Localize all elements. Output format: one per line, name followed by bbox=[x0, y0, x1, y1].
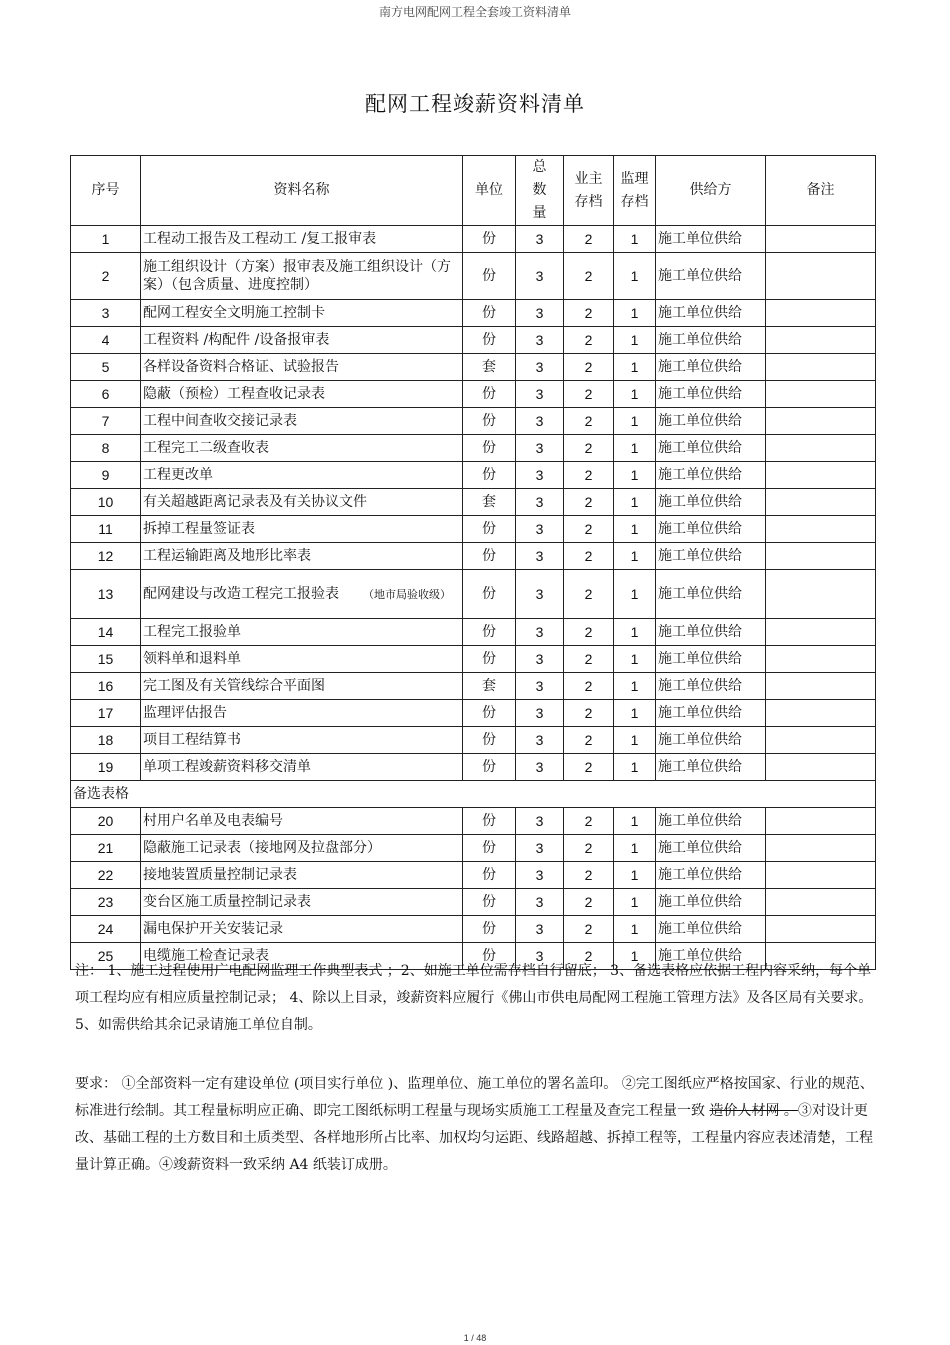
row-supervisor-copies: 1 bbox=[614, 489, 656, 516]
col-header-unit: 单位 bbox=[463, 156, 516, 226]
table-body bbox=[71, 226, 876, 970]
row-owner-copies: 2 bbox=[564, 916, 614, 943]
row-owner-copies: 2 bbox=[564, 673, 614, 700]
row-remark bbox=[766, 673, 876, 700]
row-name: 工程中间查收交接记录表 bbox=[141, 408, 463, 435]
row-unit: 份 bbox=[463, 700, 516, 727]
row-unit: 份 bbox=[463, 408, 516, 435]
row-supplier: 施工单位供给 bbox=[656, 727, 766, 754]
row-number: 19 bbox=[71, 754, 141, 781]
row-supervisor-copies: 1 bbox=[614, 727, 656, 754]
row-owner-copies: 2 bbox=[564, 646, 614, 673]
page-number: 1 / 48 bbox=[463, 1333, 487, 1343]
row-unit: 份 bbox=[463, 862, 516, 889]
row-supplier: 施工单位供给 bbox=[656, 300, 766, 327]
row-owner-copies: 2 bbox=[564, 570, 614, 619]
table-row bbox=[71, 408, 876, 435]
row-remark bbox=[766, 327, 876, 354]
row-owner-copies: 2 bbox=[564, 253, 614, 300]
row-total: 3 bbox=[516, 435, 564, 462]
row-unit: 份 bbox=[463, 462, 516, 489]
row-name: 工程资料 /构配件 /设备报审表 bbox=[141, 327, 463, 354]
row-name: 工程完工二级查收表 bbox=[141, 435, 463, 462]
row-unit: 份 bbox=[463, 300, 516, 327]
row-supervisor-copies: 1 bbox=[614, 253, 656, 300]
section-label: 备选表格 bbox=[71, 781, 876, 808]
row-owner-copies: 2 bbox=[564, 408, 614, 435]
table-row bbox=[71, 435, 876, 462]
row-supplier: 施工单位供给 bbox=[656, 462, 766, 489]
table-row bbox=[71, 543, 876, 570]
row-unit: 套 bbox=[463, 673, 516, 700]
row-supervisor-copies: 1 bbox=[614, 570, 656, 619]
row-supplier: 施工单位供给 bbox=[656, 327, 766, 354]
col-header-no: 序号 bbox=[71, 156, 141, 226]
row-remark bbox=[766, 253, 876, 300]
row-supplier: 施工单位供给 bbox=[656, 943, 766, 970]
row-number: 10 bbox=[71, 489, 141, 516]
row-number: 13 bbox=[71, 570, 141, 619]
section-row bbox=[71, 781, 876, 808]
row-owner-copies: 2 bbox=[564, 700, 614, 727]
table-row bbox=[71, 462, 876, 489]
row-unit: 份 bbox=[463, 754, 516, 781]
requirements-paragraph bbox=[75, 1071, 875, 1179]
row-total: 3 bbox=[516, 727, 564, 754]
row-remark bbox=[766, 489, 876, 516]
row-total: 3 bbox=[516, 253, 564, 300]
row-supervisor-copies: 1 bbox=[614, 889, 656, 916]
row-unit: 套 bbox=[463, 354, 516, 381]
row-remark bbox=[766, 462, 876, 489]
table-row bbox=[71, 619, 876, 646]
row-owner-copies: 2 bbox=[564, 808, 614, 835]
row-owner-copies: 2 bbox=[564, 619, 614, 646]
row-remark bbox=[766, 435, 876, 462]
requirements-text-2: ③对设计更改、基础工程的土方数目和土质类型、各样地形所占比率、加权均匀运距、线路超越、拆掉工程等，工程量内容应表述清楚，工程量计算正确。④竣薪资料一致采纳 A4 纸装订成册。 bbox=[75, 1103, 873, 1173]
row-total: 3 bbox=[516, 381, 564, 408]
row-remark bbox=[766, 408, 876, 435]
row-remark bbox=[766, 381, 876, 408]
col-header-remark: 备注 bbox=[766, 156, 876, 226]
row-supervisor-copies: 1 bbox=[614, 619, 656, 646]
row-number: 6 bbox=[71, 381, 141, 408]
row-owner-copies: 2 bbox=[564, 435, 614, 462]
row-name: 有关超越距离记录表及有关协议文件 bbox=[141, 489, 463, 516]
row-owner-copies: 2 bbox=[564, 462, 614, 489]
row-total: 3 bbox=[516, 300, 564, 327]
row-remark bbox=[766, 754, 876, 781]
row-number: 15 bbox=[71, 646, 141, 673]
row-name: 隐蔽（预检）工程查收记录表 bbox=[141, 381, 463, 408]
row-supplier: 施工单位供给 bbox=[656, 808, 766, 835]
row-supplier: 施工单位供给 bbox=[656, 253, 766, 300]
table-row bbox=[71, 727, 876, 754]
row-total: 3 bbox=[516, 354, 564, 381]
row-unit: 份 bbox=[463, 570, 516, 619]
row-supplier: 施工单位供给 bbox=[656, 570, 766, 619]
row-number: 20 bbox=[71, 808, 141, 835]
row-supervisor-copies: 1 bbox=[614, 462, 656, 489]
row-name: 工程完工报验单 bbox=[141, 619, 463, 646]
row-number: 22 bbox=[71, 862, 141, 889]
row-supervisor-copies: 1 bbox=[614, 754, 656, 781]
row-number: 8 bbox=[71, 435, 141, 462]
row-owner-copies: 2 bbox=[564, 226, 614, 253]
row-name-note: （地市局验收级） bbox=[363, 587, 451, 601]
row-remark bbox=[766, 889, 876, 916]
row-total: 3 bbox=[516, 462, 564, 489]
table-row bbox=[71, 226, 876, 253]
row-unit: 份 bbox=[463, 253, 516, 300]
row-total: 3 bbox=[516, 489, 564, 516]
row-total: 3 bbox=[516, 619, 564, 646]
row-total: 3 bbox=[516, 570, 564, 619]
row-supervisor-copies: 1 bbox=[614, 943, 656, 970]
row-name: 完工图及有关管线综合平面图 bbox=[141, 673, 463, 700]
row-supervisor-copies: 1 bbox=[614, 327, 656, 354]
table-row bbox=[71, 354, 876, 381]
requirements-text-1: 要求： ①全部资料一定有建设单位 (项目实行单位 )、监理单位、施工单位的署名盖印。 ②完工图纸应严格按国家、行业的规范、标准进行绘制。其工程量标明应正确、即完工图纸标明工程量与现场实质施工工程量及查完工程量一致 bbox=[75, 1076, 874, 1119]
row-number: 9 bbox=[71, 462, 141, 489]
row-supplier: 施工单位供给 bbox=[656, 381, 766, 408]
row-number: 17 bbox=[71, 700, 141, 727]
row-remark bbox=[766, 700, 876, 727]
row-number: 12 bbox=[71, 543, 141, 570]
row-unit: 份 bbox=[463, 889, 516, 916]
row-remark bbox=[766, 516, 876, 543]
row-owner-copies: 2 bbox=[564, 327, 614, 354]
row-total: 3 bbox=[516, 916, 564, 943]
row-name: 各样设备资料合格证、试验报告 bbox=[141, 354, 463, 381]
row-supervisor-copies: 1 bbox=[614, 354, 656, 381]
table-row bbox=[71, 489, 876, 516]
row-supervisor-copies: 1 bbox=[614, 408, 656, 435]
col-header-name: 资料名称 bbox=[141, 156, 463, 226]
row-supplier: 施工单位供给 bbox=[656, 619, 766, 646]
materials-table bbox=[70, 155, 876, 970]
table-row bbox=[71, 808, 876, 835]
table-row bbox=[71, 889, 876, 916]
row-unit: 份 bbox=[463, 543, 516, 570]
row-name: 漏电保护开关安装记录 bbox=[141, 916, 463, 943]
row-unit: 份 bbox=[463, 835, 516, 862]
row-name: 接地装置质量控制记录表 bbox=[141, 862, 463, 889]
row-number: 23 bbox=[71, 889, 141, 916]
row-total: 3 bbox=[516, 516, 564, 543]
row-unit: 份 bbox=[463, 435, 516, 462]
row-number: 18 bbox=[71, 727, 141, 754]
row-supplier: 施工单位供给 bbox=[656, 408, 766, 435]
row-owner-copies: 2 bbox=[564, 381, 614, 408]
row-name: 项目工程结算书 bbox=[141, 727, 463, 754]
row-owner-copies: 2 bbox=[564, 516, 614, 543]
table-row bbox=[71, 300, 876, 327]
row-number: 4 bbox=[71, 327, 141, 354]
row-name: 变台区施工质量控制记录表 bbox=[141, 889, 463, 916]
row-supplier: 施工单位供给 bbox=[656, 889, 766, 916]
row-total: 3 bbox=[516, 408, 564, 435]
row-unit: 份 bbox=[463, 327, 516, 354]
row-owner-copies: 2 bbox=[564, 943, 614, 970]
row-supplier: 施工单位供给 bbox=[656, 226, 766, 253]
row-number: 24 bbox=[71, 916, 141, 943]
row-supplier: 施工单位供给 bbox=[656, 543, 766, 570]
row-total: 3 bbox=[516, 889, 564, 916]
row-name: 工程动工报告及工程动工 /复工报审表 bbox=[141, 226, 463, 253]
table-row bbox=[71, 754, 876, 781]
row-total: 3 bbox=[516, 543, 564, 570]
row-supervisor-copies: 1 bbox=[614, 543, 656, 570]
row-remark bbox=[766, 808, 876, 835]
row-unit: 份 bbox=[463, 226, 516, 253]
row-number: 25 bbox=[71, 943, 141, 970]
running-header: 南方电网配网工程全套竣工资料清单 bbox=[378, 5, 571, 19]
row-unit: 份 bbox=[463, 727, 516, 754]
row-name-text: 配网建设与改造工程完工报验表 bbox=[143, 585, 339, 602]
row-unit: 份 bbox=[463, 516, 516, 543]
row-name: 配网工程安全文明施工控制卡 bbox=[141, 300, 463, 327]
row-supervisor-copies: 1 bbox=[614, 835, 656, 862]
row-total: 3 bbox=[516, 327, 564, 354]
row-supervisor-copies: 1 bbox=[614, 808, 656, 835]
row-remark bbox=[766, 570, 876, 619]
row-remark bbox=[766, 916, 876, 943]
row-supplier: 施工单位供给 bbox=[656, 916, 766, 943]
row-total: 3 bbox=[516, 943, 564, 970]
row-supplier: 施工单位供给 bbox=[656, 516, 766, 543]
row-supervisor-copies: 1 bbox=[614, 516, 656, 543]
row-owner-copies: 2 bbox=[564, 727, 614, 754]
row-name: 监理评估报告 bbox=[141, 700, 463, 727]
row-number: 14 bbox=[71, 619, 141, 646]
row-name: 工程更改单 bbox=[141, 462, 463, 489]
row-remark bbox=[766, 300, 876, 327]
row-supplier: 施工单位供给 bbox=[656, 354, 766, 381]
row-number: 2 bbox=[71, 253, 141, 300]
row-number: 21 bbox=[71, 835, 141, 862]
row-owner-copies: 2 bbox=[564, 889, 614, 916]
row-supervisor-copies: 1 bbox=[614, 300, 656, 327]
row-name: 工程运输距离及地形比率表 bbox=[141, 543, 463, 570]
table-row bbox=[71, 700, 876, 727]
row-supplier: 施工单位供给 bbox=[656, 835, 766, 862]
row-total: 3 bbox=[516, 646, 564, 673]
row-total: 3 bbox=[516, 808, 564, 835]
row-supervisor-copies: 1 bbox=[614, 646, 656, 673]
row-name: 施工组织设计（方案）报审表及施工组织设计（方案）（包含质量、进度控制） bbox=[141, 253, 463, 300]
row-total: 3 bbox=[516, 835, 564, 862]
table-row bbox=[71, 916, 876, 943]
row-owner-copies: 2 bbox=[564, 754, 614, 781]
row-number: 16 bbox=[71, 673, 141, 700]
requirements-struck-text: 造价人材网 。 bbox=[709, 1103, 798, 1119]
row-number: 3 bbox=[71, 300, 141, 327]
row-owner-copies: 2 bbox=[564, 543, 614, 570]
row-remark bbox=[766, 543, 876, 570]
table-row bbox=[71, 253, 876, 300]
col-header-supervisor: 监理存档 bbox=[614, 156, 656, 226]
row-owner-copies: 2 bbox=[564, 354, 614, 381]
row-name: 单项工程竣薪资料移交清单 bbox=[141, 754, 463, 781]
table-row bbox=[71, 381, 876, 408]
row-remark bbox=[766, 862, 876, 889]
row-supervisor-copies: 1 bbox=[614, 862, 656, 889]
row-name: 村用户名单及电表编号 bbox=[141, 808, 463, 835]
row-supplier: 施工单位供给 bbox=[656, 646, 766, 673]
row-unit: 套 bbox=[463, 489, 516, 516]
row-remark bbox=[766, 226, 876, 253]
row-name bbox=[141, 570, 463, 619]
table-row bbox=[71, 570, 876, 619]
row-number: 1 bbox=[71, 226, 141, 253]
row-unit: 份 bbox=[463, 943, 516, 970]
col-header-owner: 业主存档 bbox=[564, 156, 614, 226]
row-total: 3 bbox=[516, 226, 564, 253]
table-row bbox=[71, 516, 876, 543]
table-header-row bbox=[71, 156, 876, 226]
row-supplier: 施工单位供给 bbox=[656, 862, 766, 889]
row-remark bbox=[766, 727, 876, 754]
row-supervisor-copies: 1 bbox=[614, 673, 656, 700]
row-supervisor-copies: 1 bbox=[614, 381, 656, 408]
document-title: 配网工程竣薪资料清单 bbox=[365, 92, 585, 116]
row-remark bbox=[766, 646, 876, 673]
row-supplier: 施工单位供给 bbox=[656, 673, 766, 700]
row-supervisor-copies: 1 bbox=[614, 916, 656, 943]
table-row bbox=[71, 862, 876, 889]
table-row bbox=[71, 646, 876, 673]
row-unit: 份 bbox=[463, 619, 516, 646]
row-unit: 份 bbox=[463, 381, 516, 408]
row-remark bbox=[766, 619, 876, 646]
row-remark bbox=[766, 354, 876, 381]
row-unit: 份 bbox=[463, 646, 516, 673]
row-supplier: 施工单位供给 bbox=[656, 435, 766, 462]
table-row bbox=[71, 673, 876, 700]
row-name: 隐蔽施工记录表（接地网及拉盘部分） bbox=[141, 835, 463, 862]
row-owner-copies: 2 bbox=[564, 835, 614, 862]
row-total: 3 bbox=[516, 754, 564, 781]
col-header-total: 总数量 bbox=[516, 156, 564, 226]
table-row bbox=[71, 327, 876, 354]
col-header-supplier: 供给方 bbox=[656, 156, 766, 226]
row-supervisor-copies: 1 bbox=[614, 226, 656, 253]
row-number: 11 bbox=[71, 516, 141, 543]
row-name: 电缆施工检查记录表 bbox=[141, 943, 463, 970]
row-name: 拆掉工程量签证表 bbox=[141, 516, 463, 543]
row-supplier: 施工单位供给 bbox=[656, 489, 766, 516]
row-owner-copies: 2 bbox=[564, 300, 614, 327]
row-name: 领料单和退料单 bbox=[141, 646, 463, 673]
table-row bbox=[71, 835, 876, 862]
row-total: 3 bbox=[516, 862, 564, 889]
row-owner-copies: 2 bbox=[564, 489, 614, 516]
row-number: 5 bbox=[71, 354, 141, 381]
row-supplier: 施工单位供给 bbox=[656, 700, 766, 727]
notes-paragraph: 注： 1、施工过程使用广电配网监理工作典型表式 ；2、如施工单位需存档自行留底； 3、备选表格应依据工程内容采纳，每个单项工程均应有相应质量控制记录； 4、除以上目录，竣薪资料应履行《佛山市供电局配网工程施工管理方法》及各区局有关要求。 5、如需供给其余记录请施工单位自制。 bbox=[75, 963, 873, 1033]
row-number: 7 bbox=[71, 408, 141, 435]
row-unit: 份 bbox=[463, 808, 516, 835]
row-supervisor-copies: 1 bbox=[614, 700, 656, 727]
row-supplier: 施工单位供给 bbox=[656, 754, 766, 781]
row-unit: 份 bbox=[463, 916, 516, 943]
row-remark bbox=[766, 835, 876, 862]
row-owner-copies: 2 bbox=[564, 862, 614, 889]
row-total: 3 bbox=[516, 700, 564, 727]
row-total: 3 bbox=[516, 673, 564, 700]
row-supervisor-copies: 1 bbox=[614, 435, 656, 462]
